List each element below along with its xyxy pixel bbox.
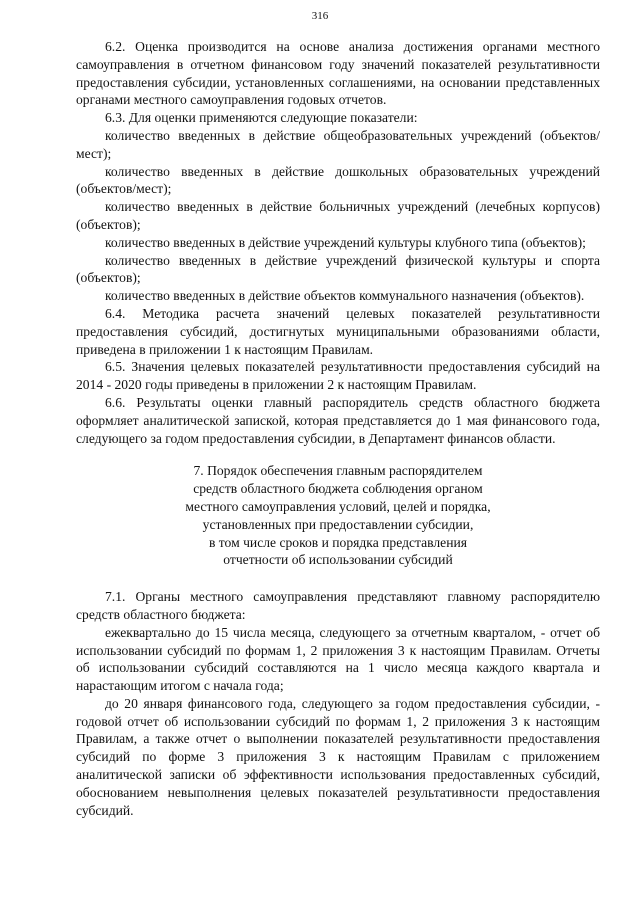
indicator-item: количество введенных в действие учреждений культуры клубного типа (объектов); — [105, 234, 586, 250]
section-7-heading — [76, 462, 600, 569]
heading-line: 7. Порядок обеспечения главным распорядителем — [193, 463, 483, 479]
quarterly-report-paragraph: ежеквартально до 15 числа месяца, следующего за отчетным кварталом, - отчет об использовании субсидий по формам 1, 2 приложения 3 к настоящим Правилам. Отчеты об использовании субсидий составляются на 1 число месяца каждого квартала и нарастающим итогом с начала года; — [76, 624, 600, 694]
page-number: 316 — [311, 10, 329, 22]
indicator-item: количество введенных в действие объектов коммунального назначения (объектов). — [105, 288, 585, 304]
heading-line: местного самоуправления условий, целей и порядка, — [185, 498, 491, 514]
paragraph-6-5: 6.5. Значения целевых показателей результативности предоставления субсидий на 2014 - 2020 годы приведены в приложении 2 к настоящим Правилам. — [76, 359, 600, 393]
indicator-item: количество введенных в действие учреждений физической культуры и спорта (объектов); — [76, 252, 600, 286]
heading-line: средств областного бюджета соблюдения органом — [193, 481, 483, 497]
document-body — [76, 38, 600, 819]
indicator-item: количество введенных в действие дошкольных образовательных учреждений (объектов/мест); — [76, 163, 600, 197]
annual-report-paragraph: до 20 января финансового года, следующего за годом предоставления субсидии, - годовой отчет об использовании субсидий по формам 1, 2 приложения 3 к настоящим Правилам, а также отчет о выполнении показателей результативности предоставления субсидий по форме 3 приложения 3 к настоящим Правилам с приложением аналитической записки об эффективности использования предоставленных субсидий, обоснованием невыполнения целевых показателей результативности предоставления субсидий. — [76, 695, 600, 818]
indicator-item: количество введенных в действие общеобразовательных учреждений (объектов/мест); — [76, 127, 600, 161]
paragraph-7-1: 7.1. Органы местного самоуправления представляют главному распорядителю средств областного бюджета: — [76, 589, 600, 622]
heading-line: отчетности об использовании субсидий — [223, 552, 453, 568]
paragraph-6-2: 6.2. Оценка производится на основе анализа достижения органами местного самоуправления в отчетном финансовом году значений показателей результативности предоставления субсидии, установленных соглашениями, на основании представленных органами местного самоуправления годовых отчетов. — [76, 39, 600, 108]
indicator-item: количество введенных в действие больничных учреждений (лечебных корпусов) (объектов); — [76, 199, 600, 232]
heading-line: в том числе сроков и порядка представления — [208, 534, 468, 550]
heading-line: установленных при предоставлении субсидии, — [202, 516, 474, 532]
paragraph-6-4: 6.4. Методика расчета значений целевых показателей результативности предоставления субсидий, достигнутых муниципальными образованиями области, приведена в приложении 1 к настоящим Правилам. — [76, 305, 600, 357]
paragraph-6-3: 6.3. Для оценки применяются следующие показатели: — [105, 110, 418, 126]
paragraph-6-6: 6.6. Результаты оценки главный распорядитель средств областного бюджета оформляет аналитической запиской, которая представляется до 1 мая финансового года, следующего за годом предоставления субсидии, в Департамент финансов области. — [76, 394, 600, 446]
